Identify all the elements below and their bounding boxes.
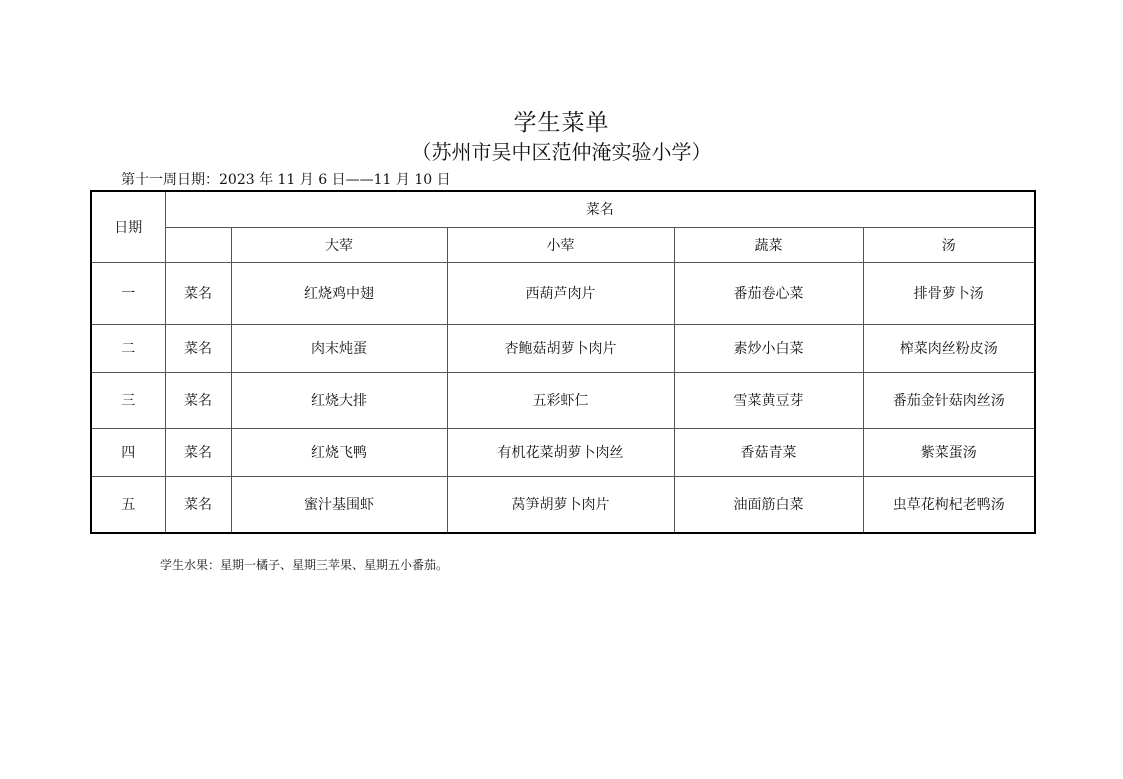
menu-table: [90, 190, 1036, 534]
page-title: 学生菜单: [513, 110, 610, 136]
row-label-cell: 菜名: [165, 476, 231, 533]
table-header-row: [91, 191, 1035, 227]
table-row: [91, 324, 1035, 372]
column-header-side-meat: 小荤: [447, 227, 674, 262]
row-label-cell: 菜名: [165, 372, 231, 428]
day-cell: 二: [91, 324, 165, 372]
row-label-cell: 菜名: [165, 428, 231, 476]
dish-cell: 番茄金针菇肉丝汤: [863, 372, 1035, 428]
dish-cell: 虫草花枸杞老鸭汤: [863, 476, 1035, 533]
row-label-cell: 菜名: [165, 262, 231, 324]
dish-cell: 蜜汁基围虾: [231, 476, 447, 533]
dish-cell: 素炒小白菜: [674, 324, 863, 372]
dish-cell: 五彩虾仁: [447, 372, 674, 428]
empty-header-cell: [165, 227, 231, 262]
table-row: [91, 476, 1035, 533]
dish-cell: 雪菜黄豆芽: [674, 372, 863, 428]
dish-cell: 榨菜肉丝粉皮汤: [863, 324, 1035, 372]
dish-cell: 杏鲍菇胡萝卜肉片: [447, 324, 674, 372]
column-header-vegetable: 蔬菜: [674, 227, 863, 262]
dish-cell: 红烧鸡中翅: [231, 262, 447, 324]
dish-cell: 西葫芦肉片: [447, 262, 674, 324]
page-subtitle: （苏州市吴中区范仲淹实验小学）: [411, 140, 712, 164]
day-cell: 五: [91, 476, 165, 533]
dish-cell: 有机花菜胡萝卜肉丝: [447, 428, 674, 476]
table-row: [91, 428, 1035, 476]
table-row: [91, 262, 1035, 324]
dish-cell: 油面筋白菜: [674, 476, 863, 533]
table-row: [91, 372, 1035, 428]
column-header-soup: 汤: [863, 227, 1035, 262]
column-header-main-meat: 大荤: [231, 227, 447, 262]
dish-cell: 红烧飞鸭: [231, 428, 447, 476]
dish-cell: 莴笋胡萝卜肉片: [447, 476, 674, 533]
dish-cell: 香菇青菜: [674, 428, 863, 476]
day-cell: 一: [91, 262, 165, 324]
day-cell: 三: [91, 372, 165, 428]
dish-cell: 排骨萝卜汤: [863, 262, 1035, 324]
dish-cell: 紫菜蛋汤: [863, 428, 1035, 476]
dish-cell: 番茄卷心菜: [674, 262, 863, 324]
week-date-range: 第十一周日期：2023 年 11 月 6 日——11 月 10 日: [121, 172, 451, 188]
row-label-cell: 菜名: [165, 324, 231, 372]
dish-cell: 肉末炖蛋: [231, 324, 447, 372]
fruit-note: 学生水果：星期一橘子、星期三苹果、星期五小番茄。: [160, 558, 449, 572]
menu-header-cell: 菜名: [165, 191, 1035, 227]
category-header-row: [91, 227, 1035, 262]
date-header-cell: 日期: [91, 191, 165, 262]
dish-cell: 红烧大排: [231, 372, 447, 428]
day-cell: 四: [91, 428, 165, 476]
